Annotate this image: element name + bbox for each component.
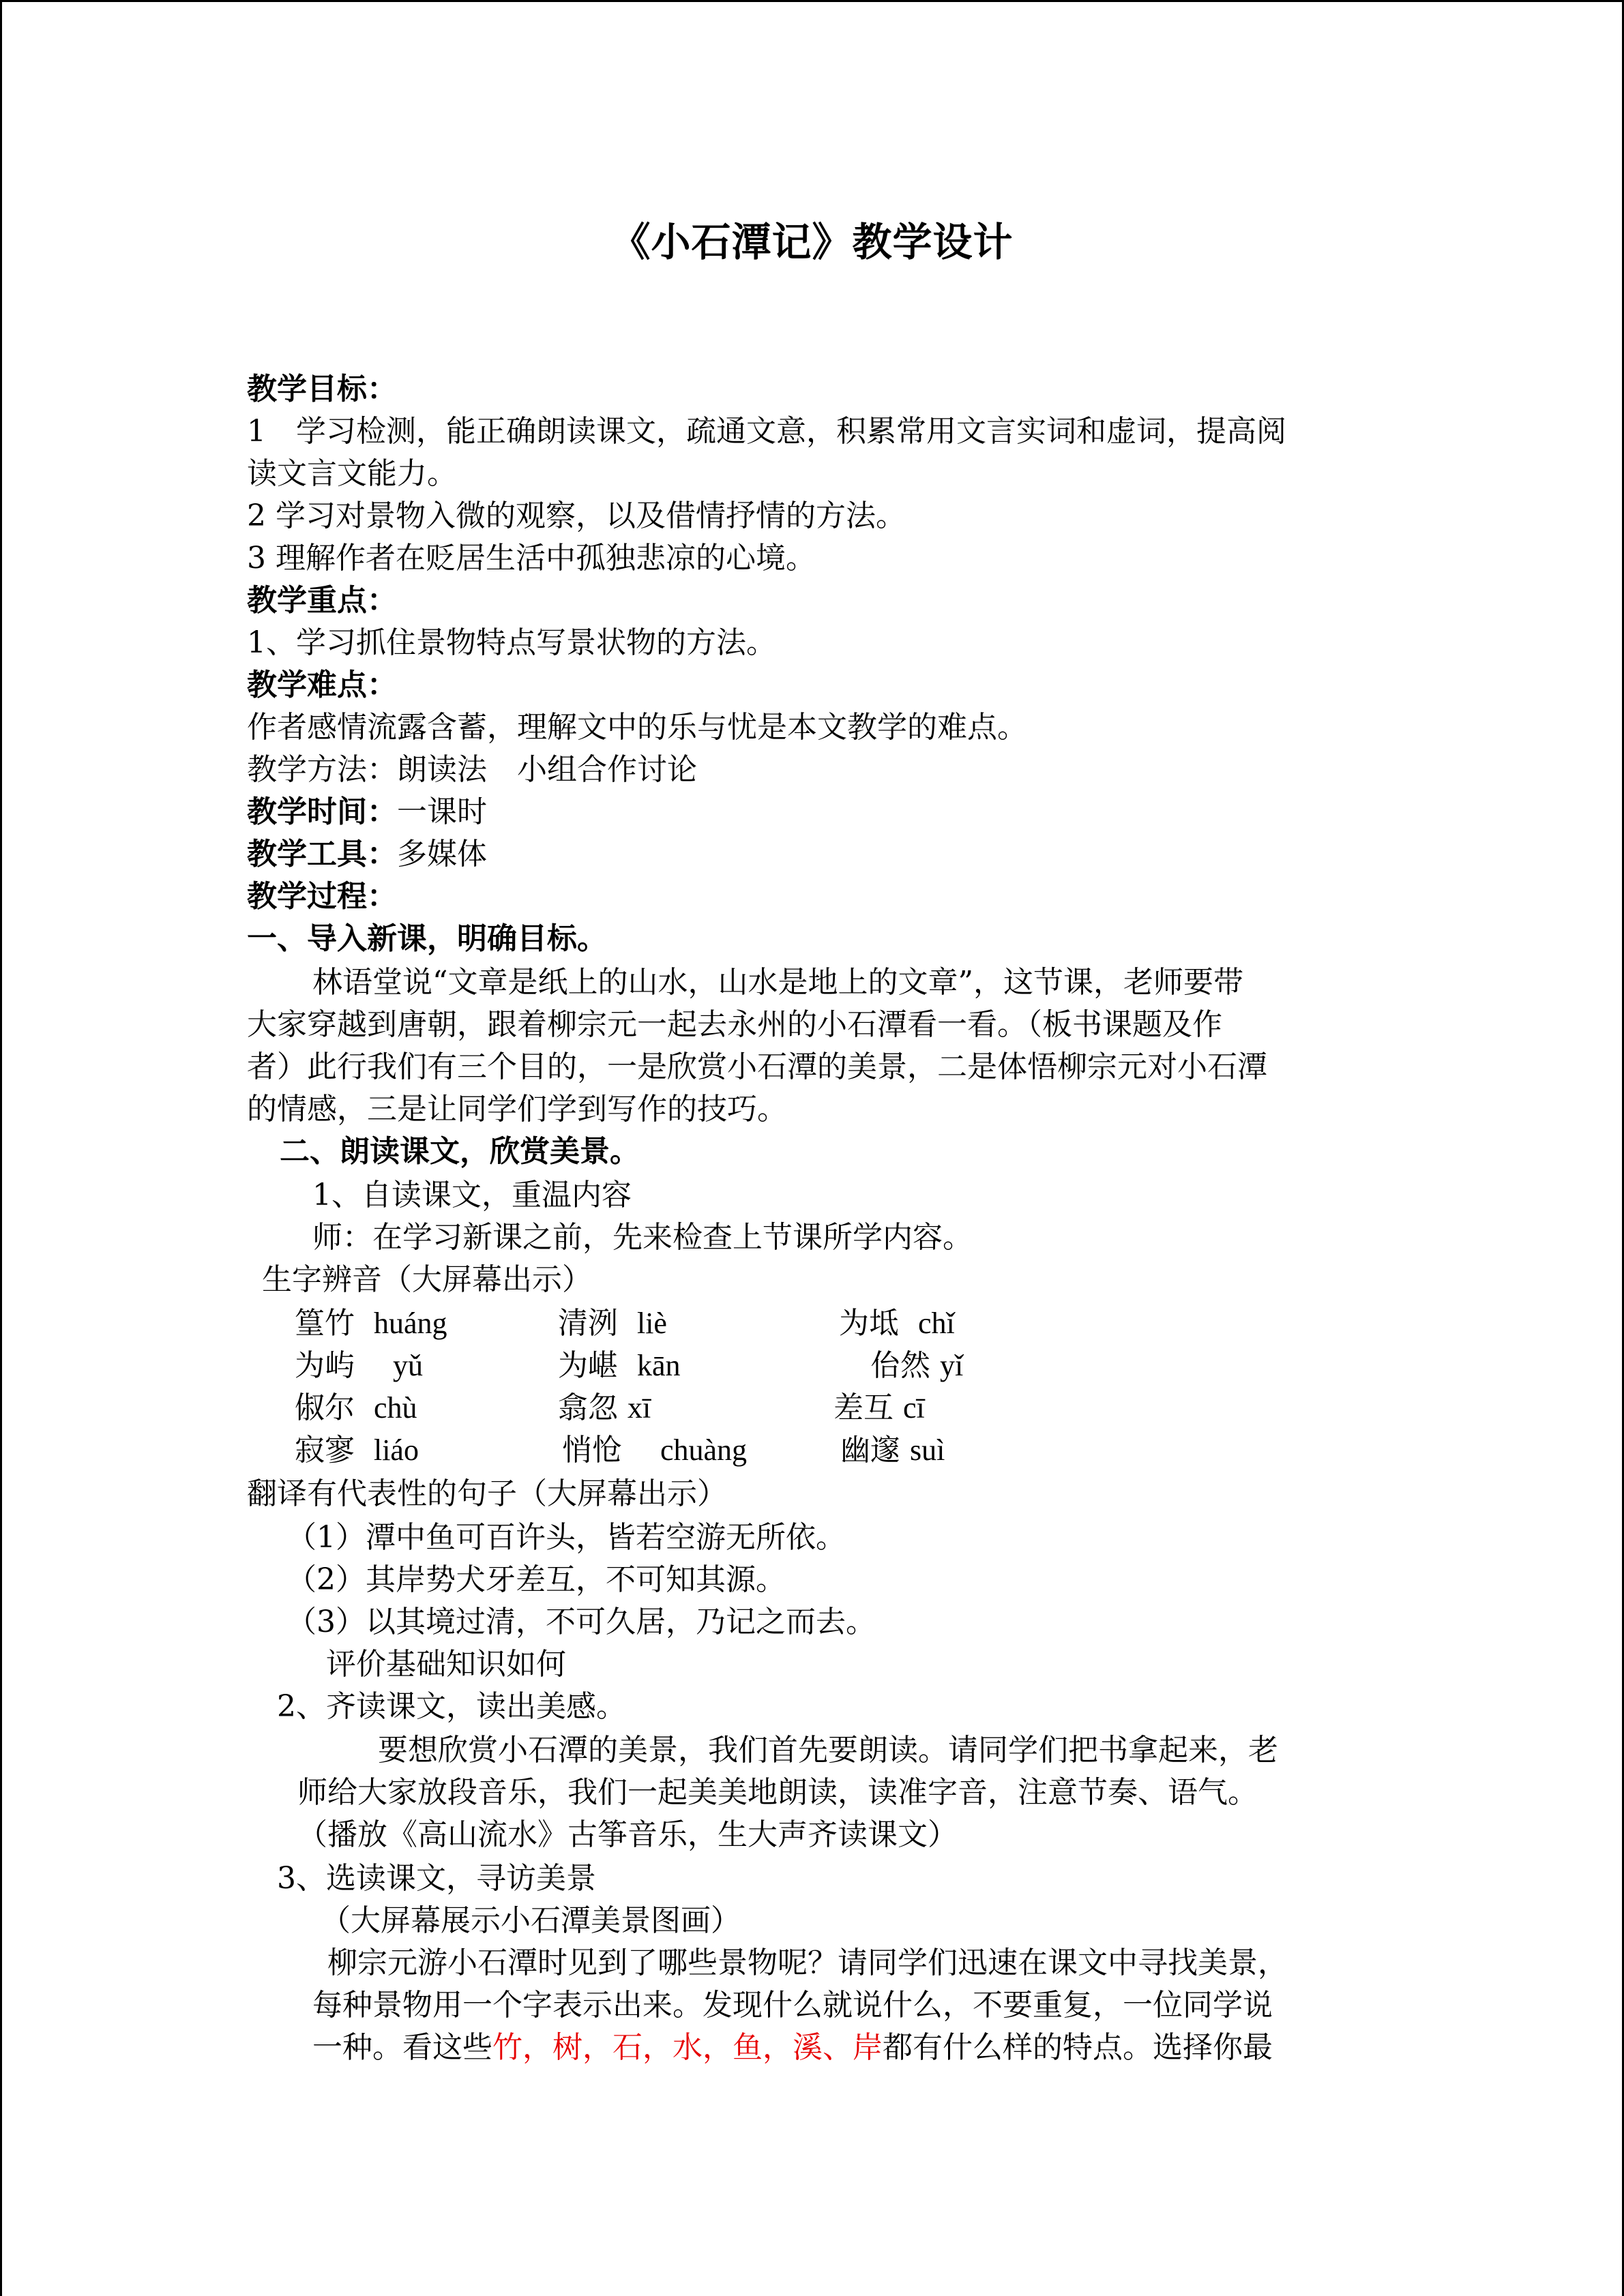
page-border-top <box>0 0 1624 2</box>
translate-heading: 翻译有代表性的句子（大屏幕出示） <box>247 1476 727 1511</box>
find-line-3 <box>312 2027 1273 2069</box>
read-line-3: （播放《高山流水》古筝音乐，生大声齐读课文） <box>297 1817 958 1852</box>
pinyin-cell: 篁竹 huáng <box>295 1306 447 1341</box>
step1-heading: 一、导入新课，明确目标。 <box>247 921 607 956</box>
sentence-1: （1）潭中鱼可百许头，皆若空游无所依。 <box>286 1520 846 1555</box>
tool-value: 多媒体 <box>397 837 487 871</box>
pinyin-cell: 俶尔 chù <box>295 1390 417 1425</box>
focus-heading: 教学重点： <box>247 583 397 618</box>
difficulty-text: 作者感情流露含蓄，理解文中的乐与忧是本文教学的难点。 <box>247 710 1027 745</box>
objective-1-line-2: 读文言文能力。 <box>247 456 457 491</box>
step2-item-2: 2、齐读课文，读出美感。 <box>277 1689 626 1724</box>
sentence-2: （2）其岸势犬牙差互，不可知其源。 <box>286 1562 786 1597</box>
pinyin-cell: 差互 cī <box>833 1390 925 1425</box>
read-line-1: 要想欣赏小石潭的美景，我们首先要朗读。请同学们把书拿起来，老 <box>378 1733 1278 1768</box>
intro-line-4: 的情感，三是让同学们学到写作的技巧。 <box>247 1092 787 1127</box>
pinyin-cell: 佁然 yǐ <box>870 1348 964 1383</box>
pinyin-cell: 为屿 yǔ <box>295 1348 423 1383</box>
teaching-method: 教学方法：朗读法 小组合作讨论 <box>247 752 697 787</box>
step2-item-3: 3、选读课文，寻访美景 <box>277 1861 596 1896</box>
step2-item-1: 1、自读课文，重温内容 <box>312 1178 632 1212</box>
screen-show-line: （大屏幕展示小石潭美景图画） <box>321 1903 741 1938</box>
objectives-heading: 教学目标： <box>247 372 397 406</box>
teaching-time <box>247 791 487 833</box>
teaching-tool <box>247 833 487 876</box>
objective-1-line-1: 1 学习检测，能正确朗读课文，疏通文意，积累常用文言实词和虚词，提高阅 <box>247 414 1286 449</box>
evaluate-line: 评价基础知识如何 <box>326 1647 566 1682</box>
time-value: 一课时 <box>397 794 487 829</box>
find-line-2: 每种景物用一个字表示出来。发现什么就说什么，不要重复，一位同学说 <box>312 1988 1273 2023</box>
pinyin-cell: 翕忽 xī <box>558 1390 651 1425</box>
page-border-left <box>0 0 2 2296</box>
find-line-1: 柳宗元游小石潭时见到了哪些景物呢？请同学们迅速在课文中寻找美景， <box>327 1945 1288 1980</box>
difficulty-heading: 教学难点： <box>247 668 397 702</box>
focus-item-1: 1、学习抓住景物特点写景状物的方法。 <box>247 625 776 660</box>
time-label: 教学时间： <box>247 794 397 829</box>
objective-2: 2 学习对景物入微的观察，以及借情抒情的方法。 <box>247 498 906 533</box>
pinyin-cell: 为坻 chǐ <box>839 1306 955 1341</box>
pinyin-cell: 为嵁 kān <box>558 1348 681 1383</box>
teacher-line: 师：在学习新课之前，先来检查上节课所学内容。 <box>312 1220 973 1255</box>
intro-line-3: 者）此行我们有三个目的，一是欣赏小石潭的美景，二是体悟柳宗元对小石潭 <box>247 1049 1267 1084</box>
intro-line-2: 大家穿越到唐朝，跟着柳宗元一起去永州的小石潭看一看。（板书课题及作 <box>247 1007 1222 1042</box>
sentence-3: （3）以其境过清，不可久居，乃记之而去。 <box>286 1605 876 1639</box>
pinyin-heading: 生字辨音（大屏幕出示） <box>262 1262 592 1297</box>
objective-3: 3 理解作者在贬居生活中孤独悲凉的心境。 <box>247 541 816 576</box>
find-line-3-post: 都有什么样的特点。选择你最 <box>883 2030 1273 2065</box>
find-line-3-pre: 一种。看这些 <box>312 2030 492 2065</box>
document-title: 《小石潭记》教学设计 <box>610 219 1014 265</box>
tool-label: 教学工具： <box>247 837 397 871</box>
pinyin-cell: 寂寥 liáo <box>295 1433 419 1467</box>
pinyin-cell: 清洌 liè <box>558 1306 667 1341</box>
scenery-keywords: 竹，树，石，水，鱼，溪、岸 <box>492 2030 883 2065</box>
pinyin-cell: 悄怆 chuàng <box>562 1433 748 1467</box>
step2-heading: 二、朗读课文，欣赏美景。 <box>280 1134 640 1169</box>
process-heading: 教学过程： <box>247 879 397 914</box>
read-line-2: 师给大家放段音乐，我们一起美美地朗读，读准字音，注意节奏、语气。 <box>297 1775 1258 1810</box>
pinyin-cell: 幽邃 suì <box>840 1433 945 1467</box>
intro-line-1: 林语堂说“文章是纸上的山水，山水是地上的文章”，这节课，老师要带 <box>312 965 1243 1000</box>
